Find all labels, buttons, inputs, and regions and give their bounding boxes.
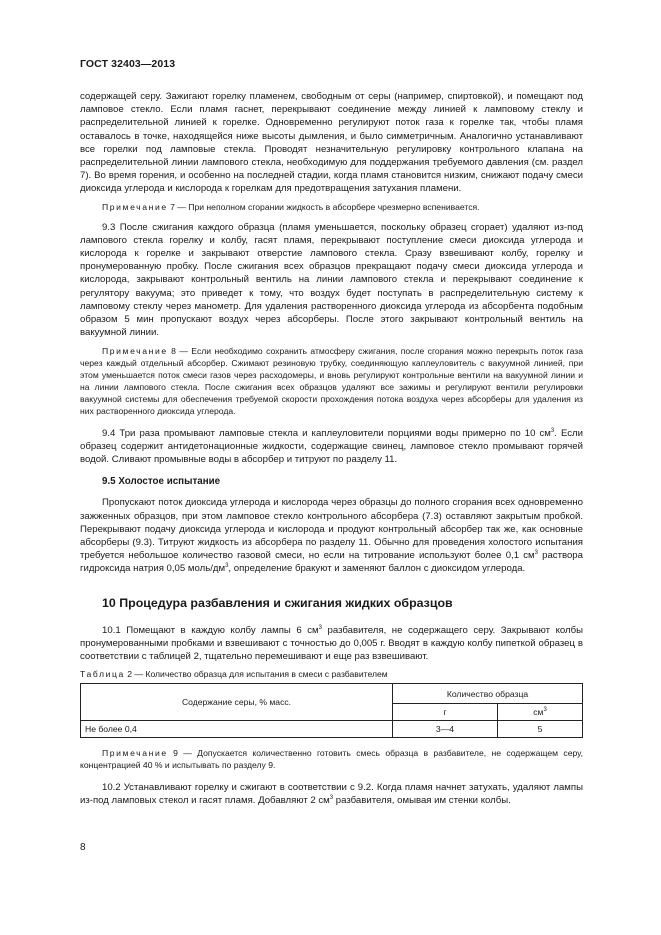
text-run: 9.4 Три раза промывают ламповые стекла и каплеуловители порциями воды примерно по 10 см bbox=[102, 427, 551, 439]
text-run: 10.1 Помещают в каждую колбу лампы 6 см bbox=[102, 624, 319, 636]
superscript: 3 bbox=[318, 624, 322, 631]
text-run: раствора гидроксида натрия 0,05 моль/дм bbox=[80, 550, 583, 575]
text-run: Пропускают поток диоксида углерода и кислорода через образцы до полного сгорания всех одновременно зажженных образцов, при этом ламповое стекло контрольного абсорбера (7.3) оставляют закрытым пробкой. Перекрывают подачу диоксида углерода и кислорода и продуют контрольный абсорбер так же, как основные абсорберы (9.3). Титруют жидкость из абсорбера по разделу 11. Обычно для проведения холостого испытания требуется небольшое количество газовой смеси, но если на титрование используют более 0,1 см bbox=[80, 497, 583, 562]
note-text: 8 — Если необходимо сохранить атмосферу сжигания, после сгорания можно перекрыть поток газа через каждый отдельный абсорбер. Сжимают резиновую трубку, соединяющую каплеуловитель с вакуумной линией, при этом уменьшается поток смеси газов через расходомеры, и вновь регулируют контрольные вентили на вакуумной линии и на линии лампового стекла. После сжигания всех образцов удаляют все зажимы и регулируют вентили регулировки вакуумной системы для обеспечения требуемой скорости прохождения потока воздуха через абсорберы для удаления из них растворенного диоксида углерода. bbox=[80, 346, 583, 416]
text-run: разбавителя, омывая им стенки колбы. bbox=[333, 795, 511, 807]
superscript: 3 bbox=[534, 550, 538, 557]
section-heading-9-5: 9.5 Холостое испытание bbox=[102, 476, 221, 488]
note-label: Примечание bbox=[102, 201, 168, 212]
note-text: 7 — При неполном сгорании жидкость в абсорбере чрезмерно вспенивается. bbox=[167, 201, 480, 212]
table-header-cm3 bbox=[498, 704, 583, 721]
caption-text: 2 — Количество образца для испытания в смеси с разбавителем bbox=[124, 669, 388, 680]
unit-text: см bbox=[533, 707, 544, 718]
table-header-quantity: Количество образца bbox=[393, 684, 583, 704]
paragraph-continuation: содержащей серу. Зажигают горелку пламенем, свободным от серы (например, спиртовкой), и помещают под ламповое стекло. Если пламя гаснет, перекрывают соединение между линией к ламповому стеклу и распределительной линией к горелке. Одновременно регулируют поток газа к горелке так, чтобы пламя оставалось в точке, находящейся ниже высоты дымления, и было симметричным. Аналогично устанавливают все горелки под ламповые стекла. Проводят незначительную регулировку контрольного клапана на распределительной линии лампового стекла, необходимую для поддержания требуемого давления (см. раздел 7). Во время горения, и особенно на последней стадии, когда пламя становится низким, снижают подачу смеси диоксида углерода и кислорода к горелкам для предотвращения затухания пламени. bbox=[80, 91, 583, 195]
note-8 bbox=[80, 346, 583, 417]
section-heading-10: 10 Процедура разбавления и сжигания жидких образцов bbox=[102, 595, 453, 610]
superscript: 3 bbox=[550, 427, 555, 434]
text-run: . Если образец содержит антидетонационные жидкости, содержащие свинец, ламповое стекло промывают горячей водой. Сливают промывные воды в абсорбер и титруют по разделу 11. bbox=[80, 427, 583, 466]
note-text: 9 — Допускается количественно готовить смесь образца в разбавителе, не содержащем серу, концентрацией 40 % и испытывать по разделу 9. bbox=[80, 748, 583, 771]
paragraph-10-2 bbox=[80, 781, 583, 807]
caption-label: Таблица bbox=[80, 669, 125, 680]
superscript: 3 bbox=[329, 795, 334, 802]
sample-quantity-table bbox=[80, 683, 583, 738]
note-label: Примечание bbox=[102, 346, 168, 357]
table-cell-grams: 3—4 bbox=[393, 721, 498, 738]
superscript: 3 bbox=[543, 707, 547, 714]
paragraph-9-4 bbox=[80, 427, 583, 467]
table-header-sulfur: Содержание серы, % масс. bbox=[81, 684, 393, 721]
page-number: 8 bbox=[80, 842, 86, 853]
note-7 bbox=[80, 202, 583, 214]
text-run: 10.2 Устанавливают горелку и сжигают в соответствии с 9.2. Когда пламя начнет затухать, удаляют лампы из-под ламповых стекол и гасят пламя. Добавляют 2 см bbox=[80, 782, 583, 807]
note-label: Примечание bbox=[102, 748, 168, 759]
text-run: , определение бракуют и заменяют баллон с диоксидом углерода. bbox=[228, 563, 526, 575]
table-header-grams: г bbox=[393, 704, 498, 721]
page-content bbox=[80, 58, 583, 807]
table-caption bbox=[80, 669, 583, 679]
table-cell-sulfur: Не более 0,4 bbox=[81, 721, 393, 738]
document-header: ГОСТ 32403—2013 bbox=[80, 58, 176, 70]
paragraph-9-5 bbox=[80, 496, 583, 575]
paragraph-10-1 bbox=[80, 624, 583, 664]
paragraph-9-3: 9.3 После сжигания каждого образца (пламя уменьшается, поскольку образец сгорает) удаляют из-под лампового стекла горелку и колбу, гасят пламя, перекрывают поступление смеси диоксида углерода и кислорода к горелке и закрывают отверстие лампового стекла. Сразу взвешивают колбу, горелку и пронумерованную пробку. После сжигания всех образцов прекращают подачу смеси диоксида углерода и кислорода, закрывают контрольный вентиль на линии лампового стекла и перекрывают соединение к регулятору вакуума; это приведет к тому, что воздух будет поступать в распределительную систему к ламповому стеклу через манометр. Для удаления растворенного диоксида углерода из абсорбента подобным образом 5 мин пропускают воздух через абсорберы. После этого закрывают контрольный вентиль на вакуумной линии. bbox=[80, 221, 583, 339]
note-9 bbox=[80, 748, 583, 772]
table-cell-cm3: 5 bbox=[498, 721, 583, 738]
text-run: разбавителя, не содержащего серу. Закрывают колбы пронумерованными пробками и взвешивают с точностью до 0,005 г. Вводят в каждую колбу пипеткой образец в соответствии с таблицей 2, тщательно перемешивают и еще раз взвешивают. bbox=[80, 624, 583, 663]
superscript: 3 bbox=[225, 563, 229, 570]
